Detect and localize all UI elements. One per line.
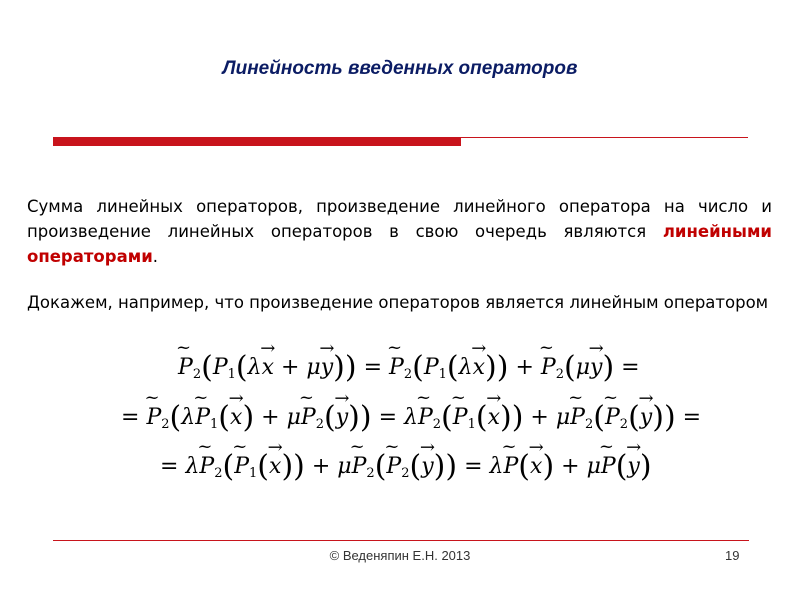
footer-divider (53, 540, 749, 541)
title-underline-bar (53, 137, 461, 146)
paragraph-1 (27, 194, 772, 269)
footer-copyright: © Веденяпин Е.Н. 2013 (329, 548, 471, 563)
paragraph-1-end: . (152, 247, 159, 266)
title-underline-thin (461, 137, 748, 138)
formula-line-2: = ~ $P_2(\lambda\sim$ $P_1(\to x)$ + μ~ $P_2(\to y)$) = λ~ $P_2(\sim$ $P_1(\to x)$) + μ~ $P_2(\sim$ $P_2(\to y)$) = (121, 400, 701, 435)
highlight-term: линейными операторами (27, 222, 772, 266)
paragraph-1-text: Сумма линейных операторов, произведение линейного оператора на число и произведение линейных операторов в свою очередь являются (27, 197, 772, 241)
paragraph-2: Докажем, например, что произведение операторов является линейным оператором (27, 293, 769, 312)
formula-line-3: = λ~ $P_2(\sim$ $P_1(\to x)$) + μ~ $P_2(\sim$ $P_2(\to y)$) = λ~ P(→ x) + μ~ P(→ y) (160, 449, 652, 484)
page-number: 19 (725, 548, 740, 563)
formula-line-1: ~ $P_2(P_1(\lambda\to x + \mu\to y))$ = ~ $P_2(P_1(\lambda\to x))$ + ~ $P_2(\mu\to y)$ = (178, 350, 640, 385)
slide-title: Линейность введенных операторов (222, 58, 578, 79)
